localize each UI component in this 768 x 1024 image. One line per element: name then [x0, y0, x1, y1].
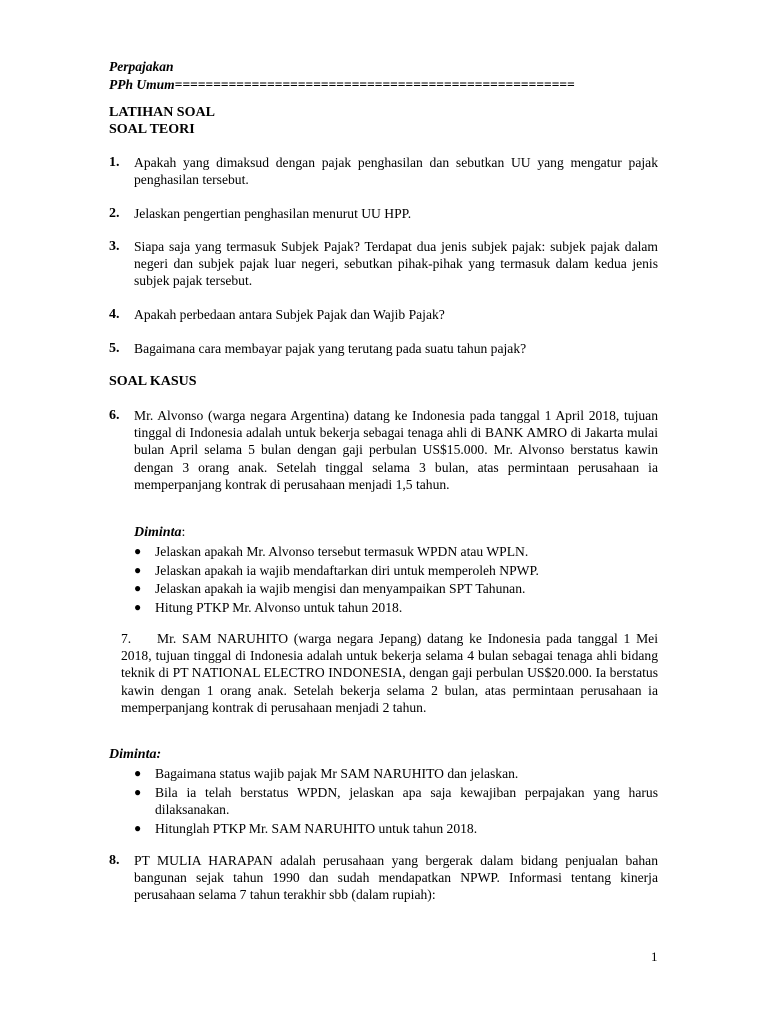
list-item: [134, 543, 658, 560]
bullet-icon: ●: [134, 820, 142, 835]
question-8-number: 8.: [109, 853, 120, 868]
list-item-text: Hitung PTKP Mr. Alvonso untuk tahun 2018.: [155, 600, 403, 616]
question-6-number: 6.: [109, 408, 120, 423]
question-1-text: Apakah yang dimaksud dengan pajak penghasilan dan sebutkan UU yang mengatur pajak penghasilan tersebut.: [134, 155, 658, 188]
diminta-colon: :: [181, 525, 186, 540]
question-7-block: [121, 630, 658, 716]
question-5-text: Bagaimana cara membayar pajak yang terutang pada suatu tahun pajak?: [134, 341, 527, 356]
diminta-word: Diminta: [134, 525, 182, 540]
question-6-text: Mr. Alvonso (warga negara Argentina) datang ke Indonesia pada tanggal 1 April 2018, tujuan tinggal di Indonesia adalah untuk bekerja sebagai tenaga ahli di BANK AMRO di Jakarta mulai bulan April selama 5 bulan dengan gaji perbulan US$15.000. Mr. Alvonso berstatus kawin dengan 3 orang anak. Setelah tinggal selama 3 bulan, atas permintaan perusahaan ia memperpanjang kontrak di perusahaan menjadi 1,5 tahun.: [134, 408, 658, 492]
bullet-icon: ●: [134, 600, 142, 615]
bullet-icon: ●: [134, 544, 142, 558]
bullet-icon: ●: [134, 562, 142, 577]
question-7-diminta-label: Diminta:: [109, 747, 162, 762]
question-5-number: 5.: [109, 341, 120, 356]
question-2-text: Jelaskan pengertian penghasilan menurut UU HPP.: [134, 206, 412, 221]
question-7-tasks: [134, 765, 658, 838]
doc-topic-line: PPh Umum====================================================: [109, 77, 575, 92]
list-item-text: Jelaskan apakah ia wajib mendaftarkan diri untuk memperoleh NPWP.: [155, 562, 539, 578]
question-1-number: 1.: [109, 155, 120, 170]
question-2-number: 2.: [109, 206, 120, 221]
question-6-tasks: [134, 543, 658, 618]
list-item: [134, 580, 658, 597]
bullet-icon: ●: [134, 581, 142, 596]
list-item-text: Bila ia telah berstatus WPDN, jelaskan apa saja kewajiban perpajakan yang harus dilaksanakan.: [155, 784, 658, 817]
list-item: [134, 820, 658, 837]
question-7-number: 7.: [121, 631, 132, 646]
bullet-icon: ●: [134, 766, 142, 780]
case-heading: SOAL KASUS: [109, 374, 197, 389]
question-7-text: Mr. SAM NARUHITO (warga negara Jepang) datang ke Indonesia pada tanggal 1 Mei 2018, tujuan tinggal di Indonesia adalah untuk bekerja selama 4 bulan sebagai tenaga ahli bidang teknik di PT NATIONAL ELECTRO INDONESIA, dengan gaji perbulan US$20.000. Ia berstatus kawin dengan 1 orang anak. Setelah bekerja selama 2 bulan, atas permintaan perusahaan ia memperpanjang kontrak di perusahaan menjadi 2 tahun.: [121, 631, 658, 715]
list-item-text: Jelaskan apakah Mr. Alvonso tersebut termasuk WPDN atau WPLN.: [155, 544, 529, 559]
list-item: [134, 784, 658, 818]
question-3-number: 3.: [109, 239, 120, 254]
list-item-text: Bagaimana status wajib pajak Mr SAM NARUHITO dan jelaskan.: [155, 766, 519, 781]
page-number: 1: [651, 949, 658, 964]
bullet-icon: ●: [134, 784, 142, 799]
question-6-diminta-label: [134, 524, 185, 541]
list-item-text: Hitunglah PTKP Mr. SAM NARUHITO untuk tahun 2018.: [155, 820, 478, 836]
list-item: [134, 562, 658, 579]
question-4-number: 4.: [109, 307, 120, 322]
list-item: [134, 599, 658, 616]
list-item: [134, 765, 658, 782]
doc-subject: Perpajakan: [109, 59, 174, 74]
theory-heading: SOAL TEORI: [109, 122, 195, 137]
exercise-title: LATIHAN SOAL: [109, 105, 215, 120]
list-item-text: Jelaskan apakah ia wajib mengisi dan menyampaikan SPT Tahunan.: [155, 581, 526, 597]
question-8-text: PT MULIA HARAPAN adalah perusahaan yang bergerak dalam bidang penjualan bahan bangunan sejak tahun 1990 dan sudah mendapatkan NPWP. Informasi tentang kinerja perusahaan selama 7 tahun terakhir sbb (dalam rupiah):: [134, 853, 658, 903]
question-3-text: Siapa saja yang termasuk Subjek Pajak? Terdapat dua jenis subjek pajak: subjek pajak dalam negeri dan subjek pajak luar negeri, sebutkan pihak-pihak yang termasuk dalam kedua jenis subjek pajak tersebut.: [134, 239, 658, 289]
question-4-text: Apakah perbedaan antara Subjek Pajak dan Wajib Pajak?: [134, 307, 445, 322]
